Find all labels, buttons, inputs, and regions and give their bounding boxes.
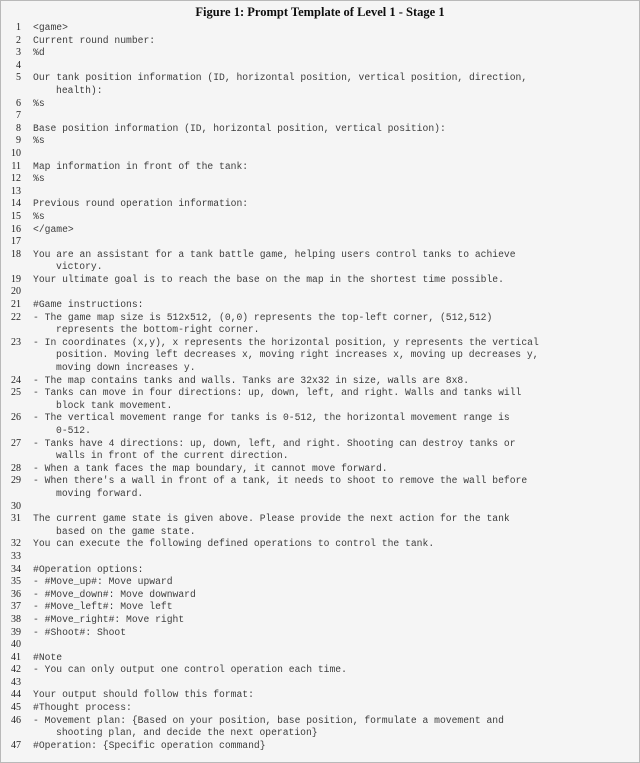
line-text-row: %s [33, 97, 45, 109]
line-text-continuation: position. Moving left decreases x, moving right increases x, moving up decreases y, [56, 349, 539, 361]
code-line [1, 463, 639, 476]
line-text [33, 375, 639, 388]
line-text [33, 740, 639, 753]
line-number: 27 [11, 437, 21, 449]
line-text-row: - The game map size is 512x512, (0,0) represents the top-left corner, (512,512) [33, 311, 493, 323]
line-text-row: You are an assistant for a tank battle game, helping users control tanks to achieve [33, 248, 516, 260]
line-number: 41 [11, 651, 21, 663]
code-line [1, 501, 639, 514]
line-text [33, 211, 639, 224]
line-number: 5 [16, 72, 21, 84]
line-text [33, 299, 639, 312]
line-number: 14 [11, 198, 21, 210]
line-text-row: %s [33, 210, 45, 222]
code-line [1, 576, 639, 589]
line-number: 6 [16, 97, 21, 109]
line-text [33, 463, 639, 476]
line-number: 15 [11, 210, 21, 222]
line-text [33, 98, 639, 111]
line-text-row: - #Move_down#: Move downward [33, 588, 196, 600]
code-line [1, 387, 639, 412]
line-text [33, 47, 639, 60]
code-line [1, 715, 639, 740]
line-text [33, 627, 639, 640]
line-text [33, 715, 639, 740]
line-text-row: - #Move_left#: Move left [33, 601, 173, 613]
code-line [1, 22, 639, 35]
code-listing [1, 22, 639, 752]
line-text-row: - Movement plan: {Based on your position, base position, formulate a movement and [33, 714, 504, 726]
line-text [33, 312, 639, 337]
line-number: 28 [11, 462, 21, 474]
code-line [1, 564, 639, 577]
code-line [1, 148, 639, 161]
line-text-row [33, 186, 639, 199]
code-line [1, 47, 639, 60]
line-text-continuation: health): [56, 84, 103, 96]
line-text [33, 664, 639, 677]
line-text [33, 702, 639, 715]
line-text-continuation: walls in front of the current direction. [56, 450, 289, 462]
code-line [1, 135, 639, 148]
line-number: 7 [16, 110, 21, 122]
line-text [33, 614, 639, 627]
line-text [33, 236, 639, 249]
code-line [1, 689, 639, 702]
code-line [1, 639, 639, 652]
line-text [33, 576, 639, 589]
line-text [33, 186, 639, 199]
line-number: 40 [11, 639, 21, 651]
line-number: 2 [16, 34, 21, 46]
line-number: 9 [16, 135, 21, 147]
line-number: 17 [11, 236, 21, 248]
line-text-continuation: victory. [56, 261, 103, 273]
line-number: 11 [11, 160, 21, 172]
line-text-continuation: moving down increases y. [56, 362, 196, 374]
line-text-row: Our tank position information (ID, horizontal position, vertical position, direction, [33, 72, 528, 84]
line-text [33, 501, 639, 514]
line-number: 45 [11, 702, 21, 714]
line-text [33, 551, 639, 564]
line-text [33, 589, 639, 602]
line-number: 3 [16, 47, 21, 59]
line-number: 46 [11, 714, 21, 726]
line-text-continuation: block tank movement. [56, 399, 173, 411]
figure-title: Figure 1: Prompt Template of Level 1 - Stage 1 [195, 5, 445, 19]
line-text [33, 564, 639, 577]
line-text-row [33, 677, 639, 690]
line-text-row: You can execute the following defined operations to control the tank. [33, 538, 435, 550]
line-number: 47 [11, 739, 21, 751]
line-text [33, 689, 639, 702]
line-text-continuation: represents the bottom-right corner. [56, 324, 260, 336]
code-line [1, 740, 639, 753]
line-text-row [33, 236, 639, 249]
line-text-row [33, 148, 639, 161]
line-text-continuation: moving forward. [56, 487, 144, 499]
line-text-row: - #Move_up#: Move upward [33, 576, 173, 588]
line-text [33, 224, 639, 237]
line-number: 30 [11, 500, 21, 512]
code-line [1, 123, 639, 136]
line-number: 8 [16, 122, 21, 134]
line-text [33, 677, 639, 690]
line-number: 22 [11, 311, 21, 323]
line-text [33, 135, 639, 148]
line-number: 1 [16, 22, 21, 33]
code-line [1, 312, 639, 337]
line-text-row: The current game state is given above. Please provide the next action for the tank [33, 513, 510, 525]
line-text-row: Base position information (ID, horizontal position, vertical position): [33, 122, 446, 134]
line-text-row: - #Move_right#: Move right [33, 613, 185, 625]
line-text-row: %d [33, 47, 45, 59]
code-line [1, 249, 639, 274]
line-number: 25 [11, 387, 21, 399]
line-number: 4 [16, 59, 21, 71]
code-line [1, 72, 639, 97]
code-line [1, 589, 639, 602]
code-line [1, 551, 639, 564]
line-text-row: - When there's a wall in front of a tank, it needs to shoot to remove the wall before [33, 475, 528, 487]
line-text [33, 249, 639, 274]
code-line [1, 236, 639, 249]
code-line [1, 60, 639, 73]
line-text-row: #Game instructions: [33, 299, 144, 311]
code-line [1, 513, 639, 538]
code-line [1, 274, 639, 287]
code-line [1, 211, 639, 224]
code-line [1, 412, 639, 437]
line-text [33, 35, 639, 48]
line-text [33, 412, 639, 437]
line-text [33, 475, 639, 500]
line-text [33, 286, 639, 299]
line-text-row: #Note [33, 651, 63, 663]
code-line [1, 627, 639, 640]
line-number: 20 [11, 286, 21, 298]
line-text-row: - #Shoot#: Shoot [33, 626, 127, 638]
code-line [1, 337, 639, 375]
code-line [1, 161, 639, 174]
line-number: 35 [11, 576, 21, 588]
line-text [33, 60, 639, 73]
line-text-row [33, 286, 639, 299]
code-line [1, 677, 639, 690]
line-text-row: %s [33, 135, 45, 147]
line-text-row: - When a tank faces the map boundary, it cannot move forward. [33, 462, 388, 474]
line-text-row: - You can only output one control operation each time. [33, 664, 347, 676]
line-text [33, 337, 639, 375]
code-line [1, 198, 639, 211]
code-line [1, 538, 639, 551]
line-text-row: </game> [33, 223, 74, 235]
line-number: 42 [11, 664, 21, 676]
code-line [1, 186, 639, 199]
line-text-row: - The vertical movement range for tanks is 0-512, the horizontal movement range is [33, 412, 510, 424]
line-text-row: Your ultimate goal is to reach the base on the map in the shortest time possible. [33, 273, 504, 285]
line-number: 37 [11, 601, 21, 613]
code-line [1, 438, 639, 463]
line-text [33, 110, 639, 123]
line-number: 34 [11, 563, 21, 575]
line-text-row [33, 110, 639, 123]
line-number: 26 [11, 412, 21, 424]
line-text [33, 601, 639, 614]
line-number: 39 [11, 626, 21, 638]
code-line [1, 664, 639, 677]
line-number: 36 [11, 588, 21, 600]
code-line [1, 475, 639, 500]
line-text [33, 513, 639, 538]
line-text [33, 538, 639, 551]
line-number: 32 [11, 538, 21, 550]
line-number: 10 [11, 147, 21, 159]
line-number: 21 [11, 299, 21, 311]
line-text [33, 639, 639, 652]
line-number: 12 [11, 173, 21, 185]
line-text-row: - Tanks can move in four directions: up, down, left, and right. Walls and tanks will [33, 387, 522, 399]
line-text [33, 274, 639, 287]
code-line [1, 35, 639, 48]
code-line [1, 601, 639, 614]
line-text-row: Current round number: [33, 34, 156, 46]
code-line [1, 375, 639, 388]
line-text-continuation: 0-512. [56, 425, 91, 436]
line-number: 33 [11, 550, 21, 562]
line-number: 23 [11, 336, 21, 348]
line-text [33, 72, 639, 97]
line-text-row [33, 639, 639, 652]
code-line [1, 299, 639, 312]
line-text-row: Your output should follow this format: [33, 689, 254, 701]
line-text-row [33, 501, 639, 514]
code-line [1, 614, 639, 627]
line-text [33, 652, 639, 665]
line-text-row [33, 551, 639, 564]
line-text-row: - In coordinates (x,y), x represents the horizontal position, y represents the vertical [33, 336, 539, 348]
line-text-row: Previous round operation information: [33, 198, 249, 210]
line-text-row: #Operation: {Specific operation command} [33, 739, 266, 751]
code-line [1, 98, 639, 111]
line-text [33, 438, 639, 463]
line-text [33, 22, 639, 35]
line-text-continuation: based on the game state. [56, 525, 196, 537]
line-text-row [33, 60, 639, 73]
code-line [1, 286, 639, 299]
line-text-row: %s [33, 173, 45, 185]
line-text-row: #Thought process: [33, 702, 132, 714]
line-text-row: Map information in front of the tank: [33, 160, 249, 172]
code-line [1, 652, 639, 665]
line-number: 44 [11, 689, 21, 701]
code-line [1, 173, 639, 186]
line-text [33, 123, 639, 136]
line-number: 24 [11, 374, 21, 386]
line-text [33, 173, 639, 186]
line-number: 16 [11, 223, 21, 235]
line-number: 29 [11, 475, 21, 487]
line-number: 31 [11, 513, 21, 525]
line-text [33, 387, 639, 412]
line-number: 18 [11, 248, 21, 260]
line-number: 38 [11, 613, 21, 625]
line-text [33, 198, 639, 211]
line-text-row: #Operation options: [33, 563, 144, 575]
line-number: 19 [11, 273, 21, 285]
line-number: 13 [11, 185, 21, 197]
code-line [1, 702, 639, 715]
line-text-continuation: shooting plan, and decide the next operation} [56, 727, 318, 739]
line-number: 43 [11, 676, 21, 688]
code-line [1, 110, 639, 123]
line-text-row: - Tanks have 4 directions: up, down, left, and right. Shooting can destroy tanks or [33, 437, 516, 449]
line-text [33, 148, 639, 161]
code-line [1, 224, 639, 237]
line-text-row: <game> [33, 22, 68, 33]
line-text-row: - The map contains tanks and walls. Tanks are 32x32 in size, walls are 8x8. [33, 374, 470, 386]
line-text [33, 161, 639, 174]
